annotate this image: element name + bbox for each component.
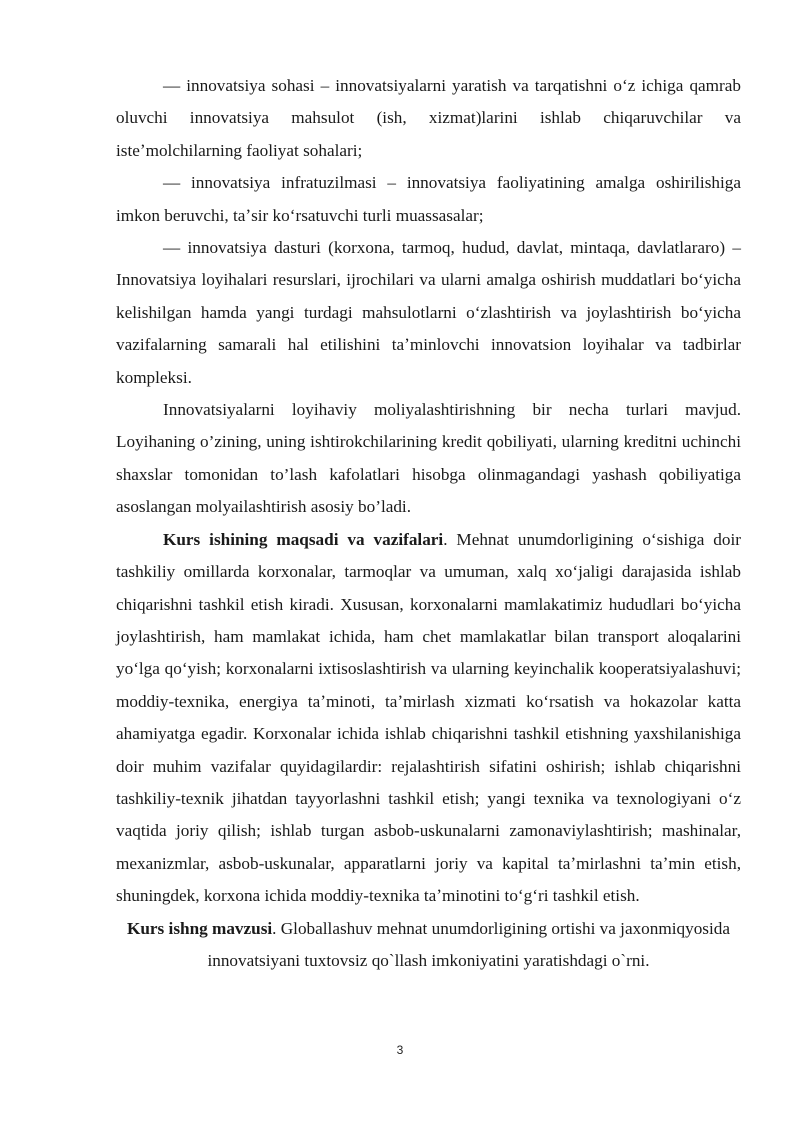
paragraph-text: Innovatsiyalarni loyihaviy moliyalashtirishning bir necha turlari mavjud. Loyihaning o’zining, uning ishtirokchilarining kredit qobiliyati, ularning kreditni uchinchi shaxslar tomonidan to’lash kafolatlari hisobga olinmagandagi yashash qobiliyatiga asoslangan molyailashtirish asosiy bo’ladi. (116, 400, 741, 517)
paragraph-innovation-infrastructure (116, 167, 741, 232)
paragraph-course-topic (116, 913, 741, 978)
paragraph-innovation-program (116, 232, 741, 394)
paragraph-course-goals (116, 524, 741, 913)
paragraph-innovation-sphere (116, 70, 741, 167)
section-heading-topic: Kurs ishng mavzusi (127, 918, 273, 938)
paragraph-text: . Mehnat unumdorligining oʻsishiga doir tashkiliy omillarda korxonalar, tarmoqlar va umuman, xalq xoʻjaligi darajasida ishlab chiqarishni tashkil etish kiradi. Xususan, korxonalarni mamlakatimiz hududlari boʻyicha joylashtirish, ham mamlakat ichida, ham chet mamlakatlar bilan transport aloqalarini yoʻlga qoʻyish; korxonalarni ixtisoslashtirish va ularning keyinchalik kooperatsiyalashuvi; moddiy-texnika, energiya taʼminoti, taʼmirlash xizmati koʻrsatish va hokazolar katta ahamiyatga egadir. Korxonalar ichida ishlab chiqarishni tashkil etishning yaxshilanishiga doir muhim vazifalar quyidagilardir: rejalashtirish sifatini oshirish; ishlab chiqarishni tashkiliy-texnik jihatdan tayyorlashni tashkil etish; yangi texnika va texnologiyani oʻz vaqtida joriy qilish; ishlab turgan asbob-uskunalarni zamonaviylashtirish; mashinalar, mexanizmlar, asbob-uskunalar, apparatlarni joriy va kapital taʼmirlashni taʼmin etish, shuningdek, korxona ichida moddiy-texnika taʼminotini toʻgʻri tashkil etish. (116, 529, 741, 906)
page-number: 3 (396, 1043, 404, 1057)
paragraph-text: . Globallashuv mehnat unumdorligining ortishi va jaxonmiqyosida innovatsiyani tuxtovsiz qo`llash imkoniyatini yaratishdagi o`rni. (207, 918, 730, 970)
paragraph-project-financing (116, 394, 741, 524)
paragraph-text: — innovatsiya dasturi (korxona, tarmoq, hudud, davlat, mintaqa, davlatlararo) –Innovatsiya loyihalari resurslari, ijrochilari va ularni amalga oshirish muddatlari boʻyicha kelishilgan hamda yangi turdagi mahsulotlarni oʻzlashtirish va joylashtirish boʻyicha vazifalarning samarali hal etilishini taʼminlovchi innovatsion loyihalar va tadbirlar kompleksi. (116, 238, 741, 387)
paragraph-text: — innovatsiya infratuzilmasi – innovatsiya faoliyatining amalga oshirilishiga imkon beruvchi, taʼsir koʻrsatuvchi turli muassasalar; (116, 173, 741, 225)
section-heading-goals: Kurs ishining maqsadi va vazifalari (163, 529, 444, 549)
paragraph-text: — innovatsiya sohasi – innovatsiyalarni yaratish va tarqatishni oʻz ichiga qamrab oluvchi innovatsiya mahsulot (ish, xizmat)larini ishlab chiqaruvchilar va isteʼmolchilarning faoliyat sohalari; (116, 76, 741, 160)
page-body (116, 70, 741, 977)
